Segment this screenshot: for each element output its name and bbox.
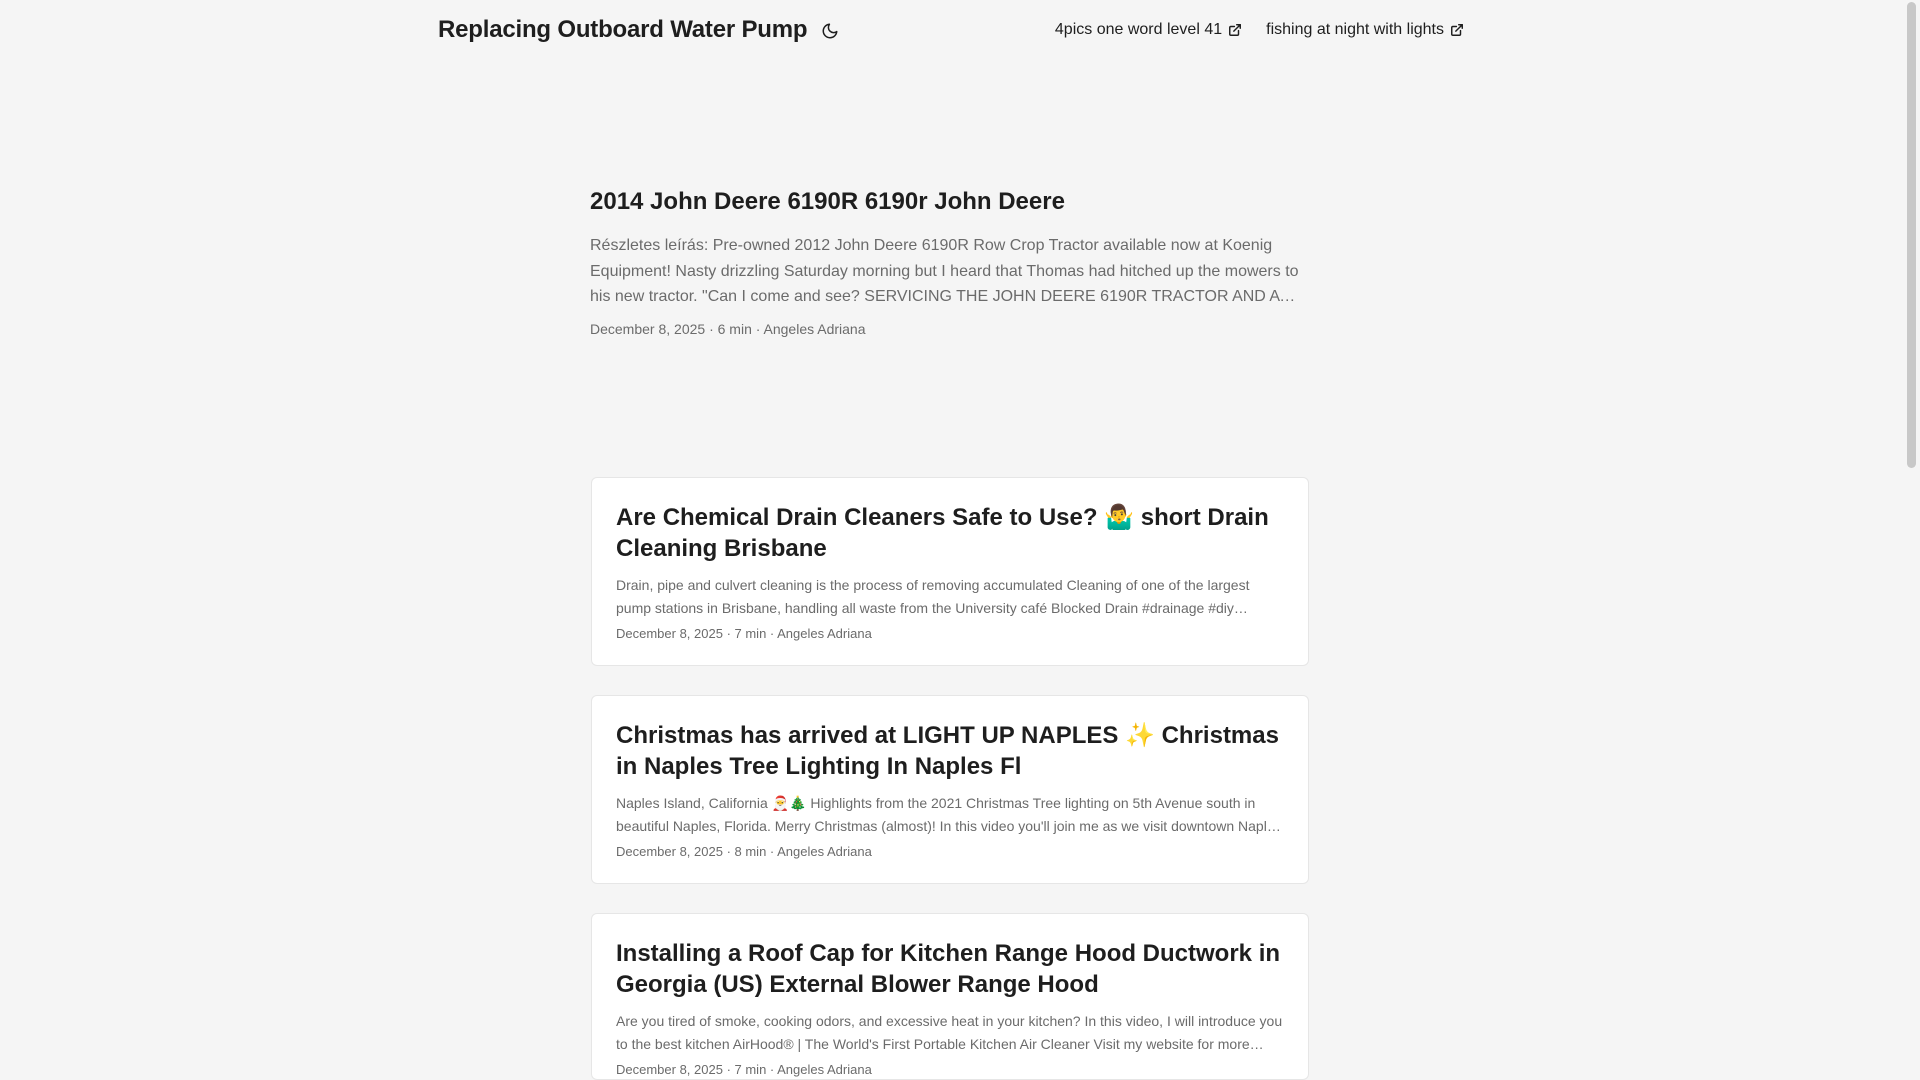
post-meta: December 8, 2025 · 7 min · Angeles Adriana bbox=[616, 626, 872, 641]
menu-item-fishing[interactable] bbox=[1266, 21, 1464, 39]
logo-switches bbox=[438, 16, 841, 44]
moon-icon bbox=[821, 22, 839, 40]
post-card[interactable] bbox=[591, 913, 1309, 1080]
menu-item-4pics[interactable] bbox=[1055, 21, 1242, 39]
site-header bbox=[438, 0, 1464, 60]
post-title: Are Chemical Drain Cleaners Safe to Use? 🤷‍♂️ short Drain Cleaning Brisbane bbox=[616, 504, 1269, 562]
scrollbar-thumb[interactable] bbox=[1907, 2, 1916, 468]
post-card[interactable] bbox=[591, 695, 1309, 884]
external-link-icon bbox=[1228, 23, 1242, 37]
post-summary: Naples Island, California 🎅🎄 Highlights from the 2021 Christmas Tree lighting on 5th Avenue south in beautiful Naples, Florida. Merry Christmas (almost)! In this video you'll join me as we visit downtown Naples bbox=[616, 795, 1282, 834]
post-meta: December 8, 2025 · 8 min · Angeles Adriana bbox=[616, 844, 872, 859]
post-title: Christmas has arrived at LIGHT UP NAPLES ✨ Christmas in Naples Tree Lighting In Naples Fl bbox=[616, 722, 1279, 780]
post-meta: December 8, 2025 · 7 min · Angeles Adriana bbox=[616, 1062, 872, 1077]
site-title-link[interactable]: Replacing Outboard Water Pump bbox=[438, 16, 808, 43]
featured-post-summary: Részletes leírás: Pre-owned 2012 John Deere 6190R Row Crop Tractor available now at Koenig Equipment! Nasty drizzling Saturday morning but I heard that Thomas had hitched up the mowers to his new tractor. "Can I come and see? SERVICING THE JOHN DEERE 6190R TRACTOR AND A bbox=[590, 237, 1299, 306]
menu-item-label: 4pics one word level 41 bbox=[1054, 21, 1223, 38]
theme-toggle-button[interactable] bbox=[819, 20, 841, 42]
post-summary: Drain, pipe and culvert cleaning is the process of removing accumulated Cleaning of one of the largest pump stations in Brisbane, handling all waste from the University café Blocked Drain #drainage #diy bbox=[616, 577, 1250, 616]
header-menu bbox=[1055, 21, 1464, 39]
post-card[interactable] bbox=[591, 477, 1309, 666]
featured-post[interactable] bbox=[590, 186, 1310, 337]
post-summary: Are you tired of smoke, cooking odors, and excessive heat in your kitchen? In this video, I will introduce you to the best kitchen AirHood® | The World's First Portable Kitchen Air Cleaner Visit my website for more bbox=[616, 1013, 1283, 1052]
scrollbar-track[interactable] bbox=[1903, 0, 1920, 1080]
post-title: Installing a Roof Cap for Kitchen Range Hood Ductwork in Georgia (US) External Blower Range Hood bbox=[616, 940, 1281, 998]
menu-item-label: fishing at night with lights bbox=[1266, 21, 1444, 38]
featured-post-title: 2014 John Deere 6190R 6190r John Deere bbox=[590, 188, 1065, 215]
featured-post-meta: December 8, 2025 · 6 min · Angeles Adriana bbox=[590, 321, 866, 338]
external-link-icon bbox=[1450, 23, 1464, 37]
